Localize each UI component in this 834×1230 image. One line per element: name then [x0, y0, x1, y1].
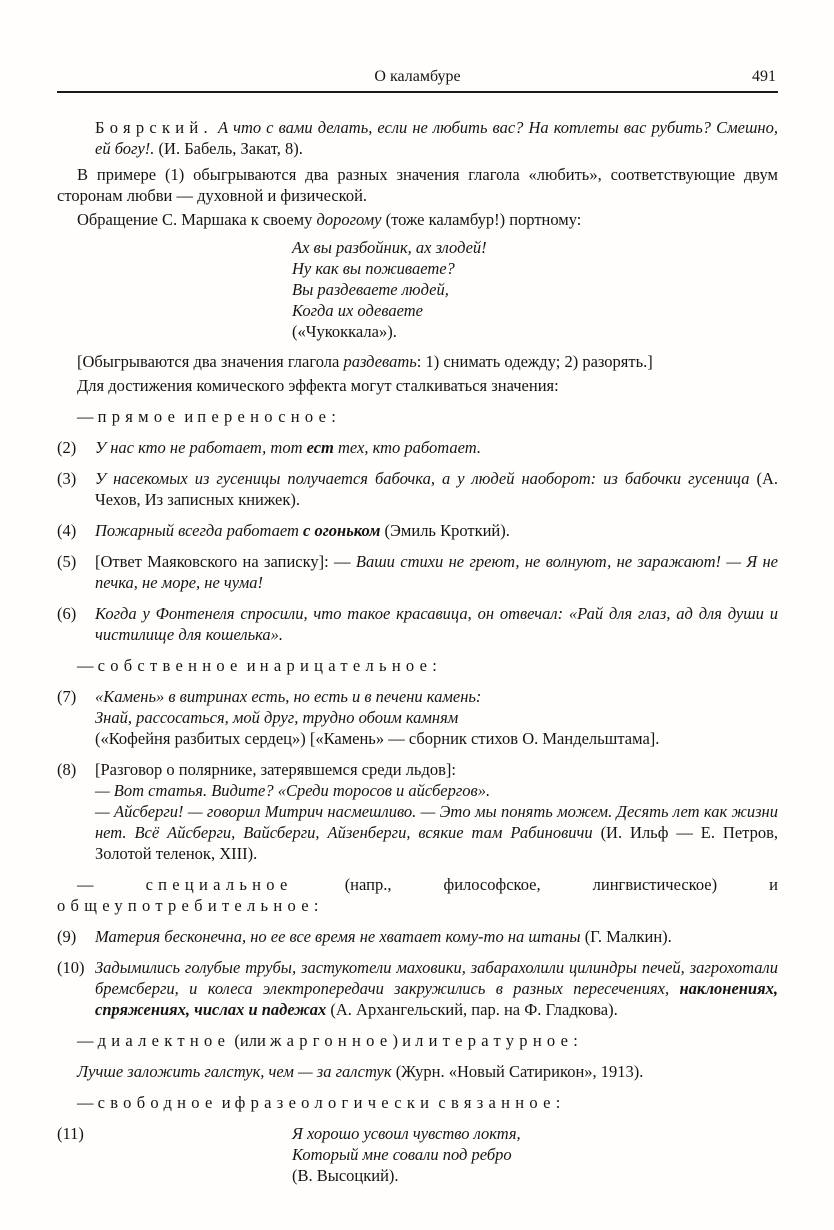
- example-item-5: [57, 551, 778, 593]
- example-source: («Кофейня разбитых сердец») [«Камень» — сборник стихов О. Мандельштама].: [95, 729, 660, 748]
- running-head: [57, 66, 778, 88]
- example-text: [Ответ Маяковского на записку]: — Ваши стихи не греют, не волнуют, не заражают! — Я не печка, не море, не чума!: [95, 552, 778, 592]
- verse-marshak: [292, 237, 778, 342]
- example-line: «Камень» в витринах есть, но есть и в печени камень:: [95, 687, 482, 706]
- example-item-3: [57, 468, 778, 510]
- section-heading-svobodnoe: — свободное и фразеологически связанное:: [77, 1093, 561, 1112]
- example-text: Материя бесконечна, но ее все время не хватает кому-то на штаны (Г. Малкин).: [95, 927, 672, 946]
- example-number: (8): [57, 760, 77, 779]
- verse-line: Который мне совали под ребро: [292, 1145, 512, 1164]
- verse-line: Я хорошо усвоил чувство локтя,: [292, 1124, 521, 1143]
- example-item-11: [57, 1123, 778, 1186]
- verse-line: Ну как вы поживаете?: [292, 259, 455, 278]
- example-number: (3): [57, 469, 77, 488]
- example-item-8: [57, 759, 778, 864]
- example-item-2: [57, 437, 778, 458]
- verse-line: Вы раздеваете людей,: [292, 280, 449, 299]
- example-text: Пожарный всегда работает с огоньком (Эмиль Кроткий).: [95, 521, 510, 540]
- verse-line: Ах вы разбойник, ах злодей!: [292, 238, 487, 257]
- header-rule: [57, 91, 778, 93]
- example-number: (5): [57, 552, 77, 571]
- paragraph-primer: В примере (1) обыгрываются два разных значения глагола «любить», соответствующие двум сторонам любви — духовной и физической.: [57, 165, 778, 205]
- example-text: Задымились голубые трубы, застукотели маховики, забарахолили цилиндры печей, загрохотали бремсберги, и колеса электропередачи закружились в разных пересечениях, наклонениях, спряжениях, числах и падежах (А. Архангельский, пар. на Ф. Гладкова).: [95, 958, 778, 1019]
- example-number: (4): [57, 521, 77, 540]
- example-item-7: [57, 686, 778, 749]
- verse-source: («Чукоккала»).: [292, 322, 397, 341]
- example-text: У нас кто не работает, тот ест тех, кто работает.: [95, 438, 481, 457]
- example-line: Знай, рассосаться, мой друг, трудно обоим камням: [95, 708, 459, 727]
- section-heading-pryamoe: — прямое и переносное:: [77, 407, 336, 426]
- paragraph-effekt: Для достижения комического эффекта могут сталкиваться значения:: [77, 376, 559, 395]
- section-heading-sobstvennoe: — собственное и нарицательное:: [77, 656, 437, 675]
- example-number: (10): [57, 958, 85, 977]
- example-number: (6): [57, 604, 77, 623]
- paragraph-razdevat: [Обыгрываются два значения глагола раздевать: 1) снимать одежду; 2) разорять.]: [77, 352, 653, 371]
- example-line: — Вот статья. Видите? «Среди торосов и айсбергов».: [95, 781, 491, 800]
- page-number: 491: [752, 68, 776, 85]
- verse-vysotsky: [292, 1123, 778, 1186]
- example-text: Когда у Фонтенеля спросили, что такое красавица, он отвечал: «Рай для глаз, ад для души и чистилище для кошелька».: [95, 604, 778, 644]
- verse-source: (В. Высоцкий).: [292, 1166, 399, 1185]
- example-item-4: [57, 520, 778, 541]
- section-heading-dialekt: — диалектное (или жаргонное) и литературное:: [77, 1031, 578, 1050]
- example-number: (9): [57, 927, 77, 946]
- quote-babel: Боярский. А что с вами делать, если не любить вас? На котлеты вас рубить? Смешно, ей богу!. (И. Бабель, Закат, 8).: [95, 118, 778, 158]
- section-heading-spec: — специальное (напр., философское, лингвистическое) и общеупотребительное:: [57, 875, 778, 915]
- paragraph-marshak: Обращение С. Маршака к своему дорогому (тоже каламбур!) портному:: [77, 210, 582, 229]
- verse-line: Когда их одеваете: [292, 301, 423, 320]
- example-number: (7): [57, 687, 77, 706]
- example-text: У насекомых из гусеницы получается бабочка, а у людей наоборот: из бабочки гусеница (А. Чехов, Из записных книжек).: [95, 469, 778, 509]
- paragraph-galstuk: Лучше заложить галстук, чем — за галстук (Журн. «Новый Сатирикон», 1913).: [77, 1062, 644, 1081]
- example-item-9: [57, 926, 778, 947]
- example-item-6: [57, 603, 778, 645]
- example-number: (11): [57, 1124, 84, 1143]
- example-text: — Айсберги! — говорил Митрич насмешливо. — Это мы понять можем. Десять лет как жизни нет. Всё Айсберги, Вайсберги, Айзенберги, всякие там Рабиновичи (И. Ильф — Е. Петров, Золотой теленок, XIII).: [95, 802, 778, 863]
- example-item-10: [57, 957, 778, 1020]
- running-title: О каламбуре: [374, 68, 461, 85]
- example-number: (2): [57, 438, 77, 457]
- example-line: [Разговор о полярнике, затерявшемся среди льдов]:: [95, 760, 456, 779]
